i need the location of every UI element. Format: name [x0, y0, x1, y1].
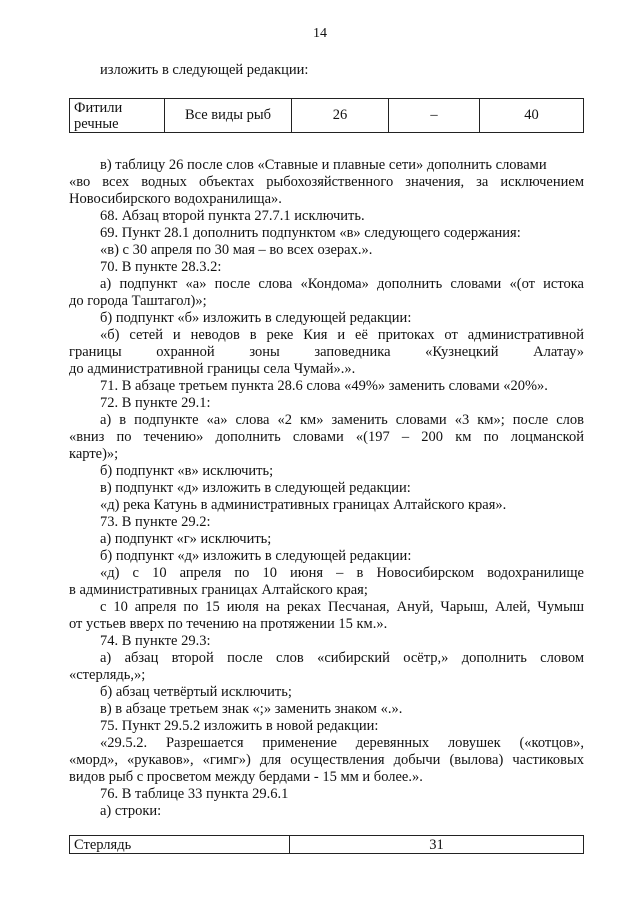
paragraph-line: в) подпункт «д» изложить в следующей редакции:: [100, 480, 411, 496]
paragraph-line: 72. В пункте 29.1:: [100, 395, 211, 411]
table-row: [70, 836, 584, 854]
paragraph-line: 76. В таблице 33 пункта 29.6.1: [100, 786, 289, 802]
paragraph-line: от устьев вверх по течению на протяжении 15 км.».: [69, 616, 388, 632]
table-cell: 26: [292, 99, 389, 133]
paragraph-line: карте)»;: [69, 446, 119, 462]
paragraph-line: б) подпункт «б» изложить в следующей редакции:: [100, 310, 412, 326]
paragraph-line: б) подпункт «в» исключить;: [100, 463, 274, 479]
paragraph-line: а) подпункт «а» после слова «Кондома» дополнить словами «(от истока: [100, 276, 584, 292]
paragraph-line: «морд», «рукавов», «гимг») для осуществления добычи (вылова) частиковых: [69, 752, 584, 768]
paragraph-line: с 10 апреля по 15 июля на реках Песчаная, Ануй, Чарыш, Алей, Чумыш: [100, 599, 584, 615]
table-cell: –: [389, 99, 480, 133]
sterlet-table: [69, 835, 584, 854]
paragraph-line: 71. В абзаце третьем пункта 28.6 слова «49%» заменить словами «20%».: [100, 378, 548, 394]
paragraph-line: видов рыб с просветом между бердами - 15 мм и более.».: [69, 769, 423, 785]
table-cell: 31: [290, 836, 584, 854]
table-cell: Все виды рыб: [165, 99, 292, 133]
paragraph-line: а) строки:: [100, 803, 162, 819]
paragraph-line: в) таблицу 26 после слов «Ставные и плавные сети» дополнить словами: [100, 157, 547, 173]
table-row: [70, 99, 584, 133]
table-cell: Фитили речные: [70, 99, 165, 133]
paragraph-line: а) подпункт «г» исключить;: [100, 531, 272, 547]
paragraph-line: до административной границы села Чумай».».: [69, 361, 356, 377]
paragraph-line: «д) с 10 апреля по 10 июня – в Новосибирском водохранилище: [100, 565, 584, 581]
paragraph-line: границы охранной зоны заповедника «Кузнецкий Алатау»: [69, 344, 584, 360]
paragraph-line: «29.5.2. Разрешается применение деревянных ловушек («котцов»,: [100, 735, 584, 751]
paragraph-line: б) абзац четвёртый исключить;: [100, 684, 292, 700]
paragraph-line: 69. Пункт 28.1 дополнить подпунктом «в» следующего содержания:: [100, 225, 521, 241]
table-cell: 40: [480, 99, 584, 133]
paragraph-line: «в) с 30 апреля по 30 мая – во всех озерах.».: [100, 242, 373, 258]
paragraph-line: 70. В пункте 28.3.2:: [100, 259, 222, 275]
paragraph-line: в) в абзаце третьем знак «;» заменить знаком «.».: [100, 701, 403, 717]
table-cell: Стерлядь: [70, 836, 290, 854]
paragraph-line: а) в подпункте «а» слова «2 км» заменить словами «3 км»; после слов: [100, 412, 584, 428]
paragraph-line: а) абзац второй после слов «сибирский осётр,» дополнить словом: [100, 650, 584, 666]
paragraph-line: Новосибирского водохранилища».: [69, 191, 282, 207]
paragraph-line: в административных границах Алтайского края;: [69, 582, 368, 598]
intro-text: изложить в следующей редакции:: [100, 62, 309, 78]
paragraph-line: 74. В пункте 29.3:: [100, 633, 211, 649]
paragraph-line: б) подпункт «д» изложить в следующей редакции:: [100, 548, 412, 564]
page-number: 14: [313, 26, 327, 41]
paragraph-line: 75. Пункт 29.5.2 изложить в новой редакции:: [100, 718, 379, 734]
paragraph-line: «вниз по течению» дополнить словами «(197 – 200 км по лоцманской: [69, 429, 584, 445]
paragraph-line: 73. В пункте 29.2:: [100, 514, 211, 530]
paragraph-line: «во всех водных объектах рыбохозяйственного значения, за исключением: [69, 174, 584, 190]
paragraph-line: 68. Абзац второй пункта 27.7.1 исключить.: [100, 208, 365, 224]
paragraph-line: «б) сетей и неводов в реке Кия и её притоках от административной: [100, 327, 584, 343]
paragraph-line: «д) река Катунь в административных границах Алтайского края».: [100, 497, 507, 513]
fishing-gear-table: [69, 98, 584, 133]
paragraph-line: до города Таштагол)»;: [69, 293, 207, 309]
paragraph-line: «стерлядь,»;: [69, 667, 146, 683]
